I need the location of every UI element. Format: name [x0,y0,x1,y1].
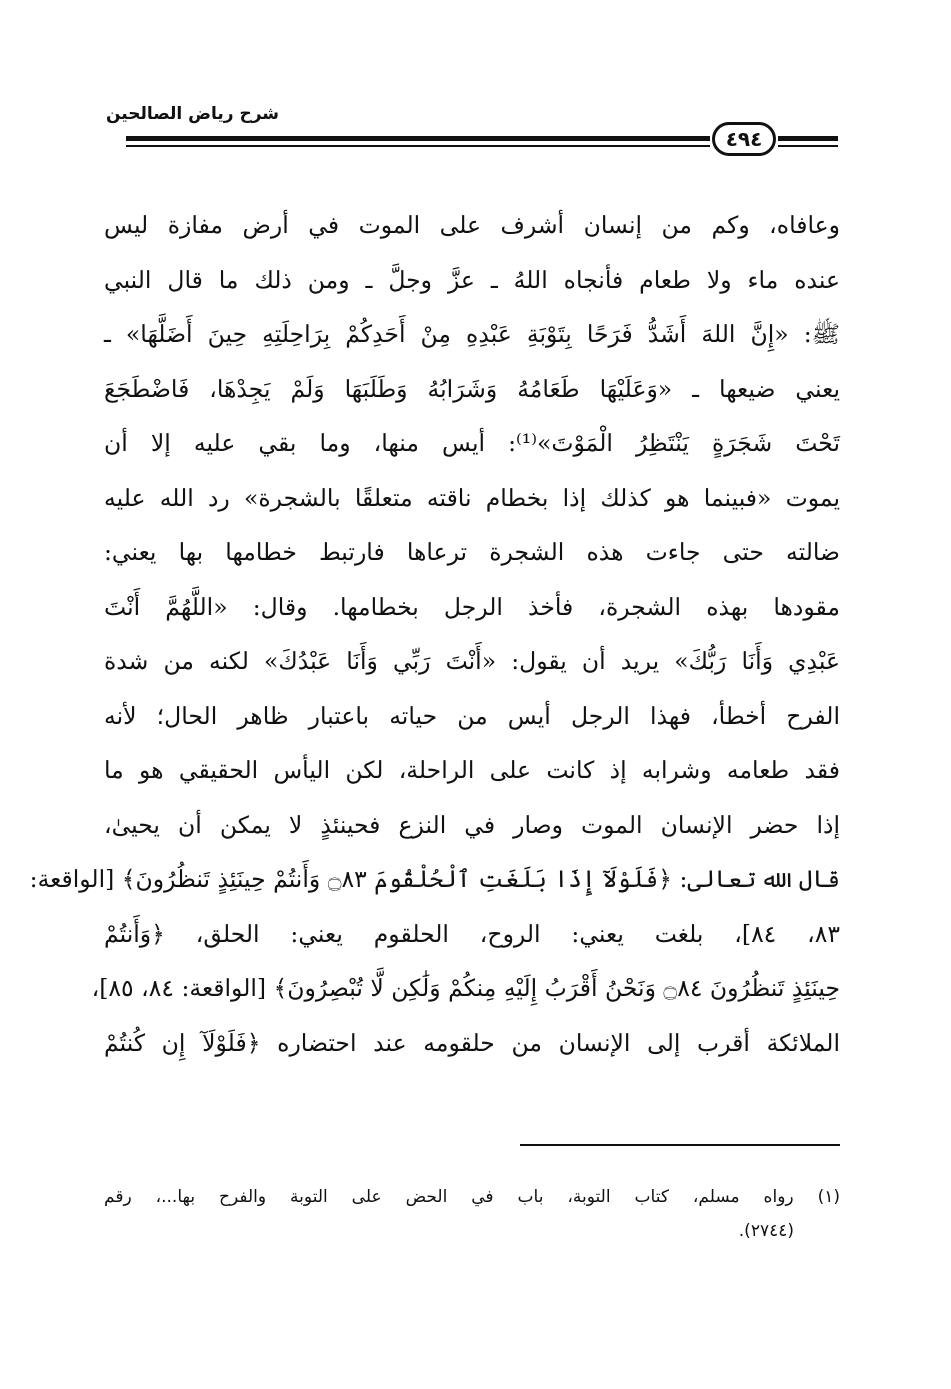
footnote-line: (٢٧٤٤). [738,1221,794,1241]
text-line: الفرح أخطأ، فهذا الرجل أيس من حياته باعتبار ظاهر الحال؛ لأنه [104,701,840,730]
text-line: تَحْتَ شَجَرَةٍ يَنْتَظِرُ الْمَوْتَ»⁽¹⁾: أيس منها، وما بقي عليه إلا أن [104,429,840,457]
footnote-separator [520,1144,840,1146]
text-line: ﷺ: «إِنَّ اللهَ أَشَدُّ فَرَحًا بِتَوْبَةِ عَبْدِهِ مِنْ أَحَدِكُمْ بِرَاحِلَتِهِ حِينَ أَضَلَّهَا» ـ [104,320,840,348]
footnote [104,1180,840,1248]
text-line: ٨٣، ٨٤]، بلغت يعني: الروح، الحلقوم يعني: الحلق، ﴿وَأَنتُمْ [104,919,840,948]
text-line: حِينَئِذٍ تَنظُرُونَ ۝٨٤ وَنَحْنُ أَقْرَبُ إِلَيْهِ مِنكُمْ وَلَٰكِن لَّا تُبْصِرُونَ﴾ [الواقعة: ٨٤، ٨٥]، [91,974,840,1002]
text-line: يموت «فبينما هو كذلك إذا بخطام ناقته متعلقًا بالشجرة» رد الله عليه [104,483,840,512]
footnote-line: (١) رواه مسلم، كتاب التوبة، باب في الحض على التوبة والفرح بها...، رقم [104,1187,840,1207]
header-rule-short [778,136,838,147]
text-line: مقودها بهذه الشجرة، فأخذ الرجل بخطامها. وقال: «اللَّهُمَّ أَنْتَ [104,592,840,621]
page-number-badge: ٤٩٤ [712,122,776,156]
text-line: قال الله تعالى: ﴿فَلَوْلَآ إِذَا بَلَغَتِ ٱلْحُلْقُومَ ۝٨٣ وَأَنتُمْ حِينَئِذٍ تَنظُرُونَ﴾ [الواقعة: [29,865,840,893]
main-text [29,198,840,1070]
text-line: يعني ضيعها ـ «وَعَلَيْهَا طَعَامُهُ وَشَرَابُهُ وَطَلَبَهَا وَلَمْ يَجِدْهَا، فَاضْطَجَعَ [104,374,840,403]
text-line: وعافاه، وكم من إنسان أشرف على الموت في أرض مفازة ليس [104,211,840,239]
header-rule [126,136,710,147]
text-line: ضالته حتى جاءت هذه الشجرة ترعاها فارتبط خطامها بها يعني: [104,538,840,566]
text-line: الملائكة أقرب إلى الإنسان من حلقومه عند احتضاره ﴿فَلَوْلَآ إِن كُنتُمْ [104,1028,840,1057]
running-title: شرح رياض الصالحين [105,104,279,124]
text-line: عنده ماء ولا طعام فأنجاه اللهُ ـ عزَّ وجلَّ ـ ومن ذلك ما قال النبي [104,265,840,294]
text-line: إذا حضر الإنسان الموت وصار في النزع فحينئذٍ لا يمكن أن يحيىٰ، [104,810,840,839]
text-line: فقد طعامه وشرابه إذ كانت على الراحلة، لكن اليأس الحقيقي هو ما [104,756,840,784]
text-line: عَبْدِي وَأَنَا رَبُّكَ» يريد أن يقول: «أَنْتَ رَبِّي وَأَنَا عَبْدُكَ» لكنه من شدة [104,647,840,675]
